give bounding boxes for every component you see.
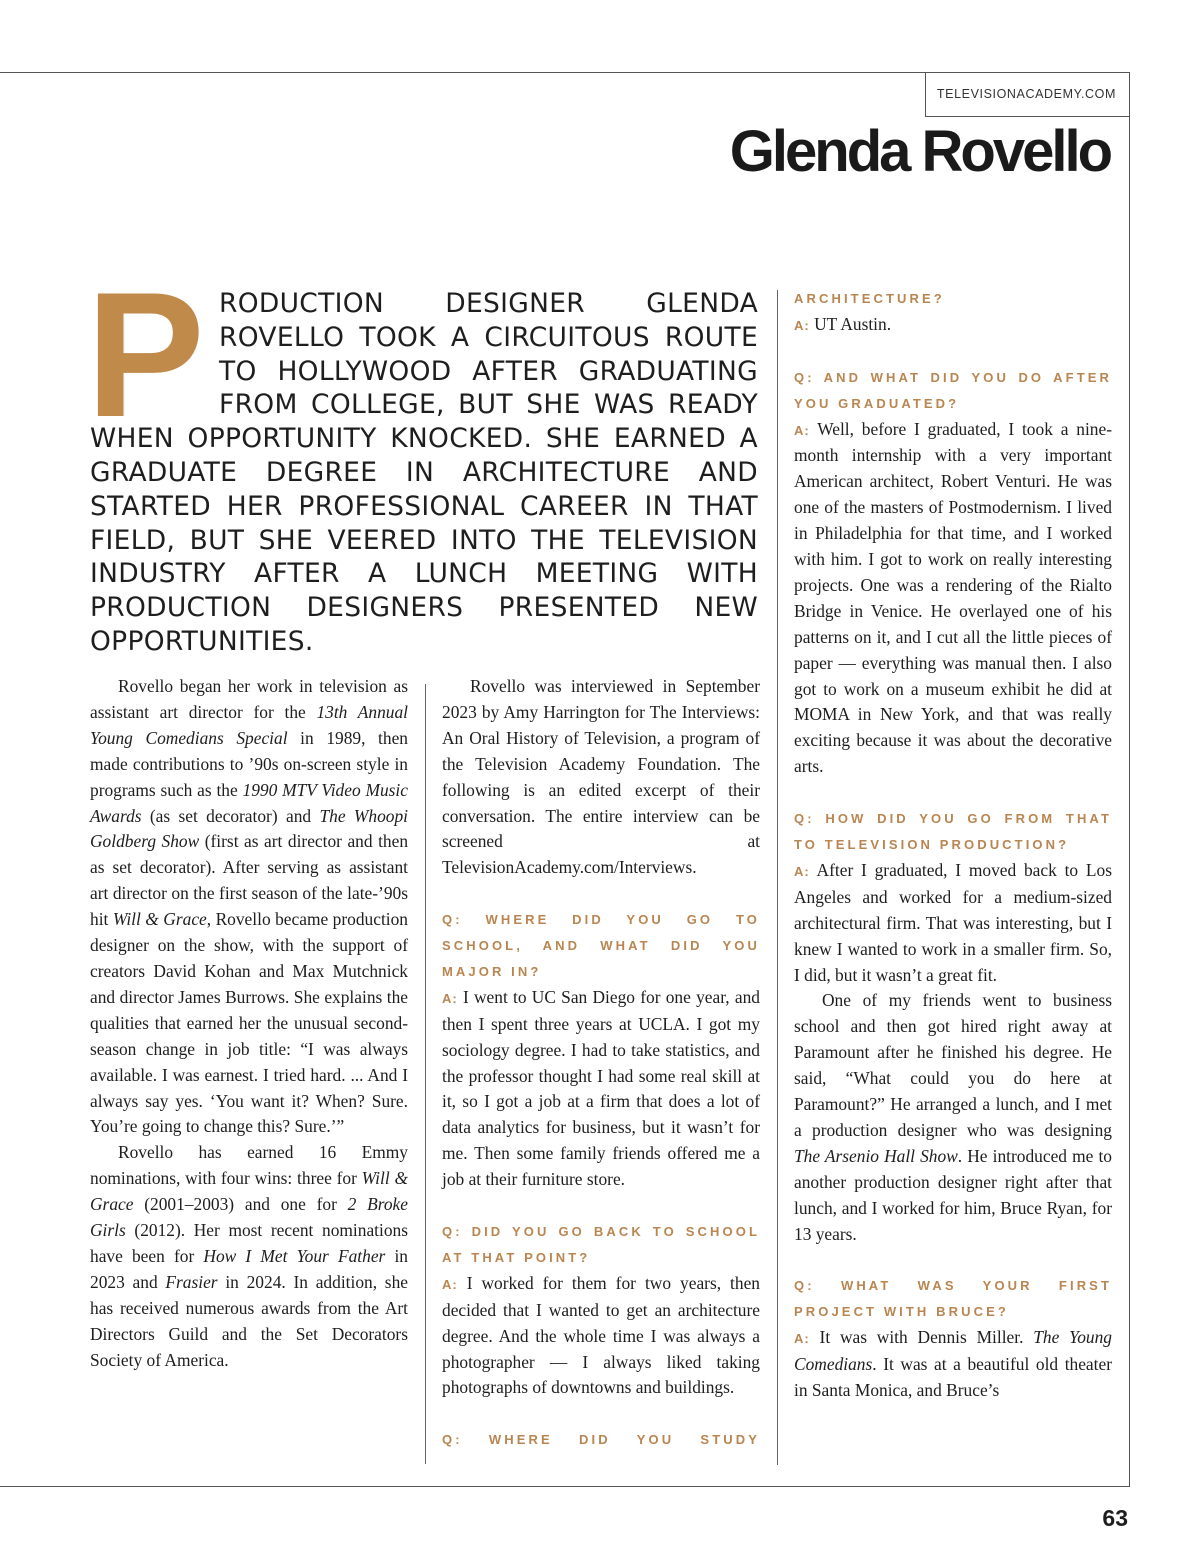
interview-question: Q: AND WHAT DID YOU DO AFTER YOU GRADUATED? xyxy=(794,369,1112,411)
body-paragraph: Rovello was interviewed in September 2023 by Amy Harrington for The Interviews: An Oral History of Television, a program of the Television Academy Foundation. The following is an edited excerpt of their conversation. The entire interview can be screened at TelevisionAcademy.com/Interviews. xyxy=(442,676,760,878)
interview-question: Q: WHERE DID YOU STUDY xyxy=(442,1432,760,1448)
bottom-rule xyxy=(0,1486,1130,1487)
interview-answer: A: After I graduated, I moved back to Los Angeles and worked for a medium-sized architectural firm. That was interesting, but I knew I wanted to work in a smaller firm. So, I did, but it wasn’t a great fit. xyxy=(794,859,1112,985)
italic-title: The Arsenio Hall Show xyxy=(794,1145,958,1166)
interview-answer: A: I went to UC San Diego for one year, and then I spent three years at UCLA. I got my sociology degree. I had to take statistics, and the professor thought I had some real skill at it, so I got a job at a firm that does a lot of data analytics for business, but it wasn’t for me. Then some family friends offered me a job at their furniture store. xyxy=(442,986,760,1190)
interview-question-continued: ARCHITECTURE? xyxy=(794,291,945,306)
interview-answer: A: UT Austin. xyxy=(794,313,892,334)
answer-label: A: xyxy=(794,863,810,879)
page-number: 63 xyxy=(1102,1505,1128,1531)
column-3 xyxy=(794,286,1112,1404)
column-divider xyxy=(777,290,778,1465)
header-underline xyxy=(925,116,1130,117)
intro-text: RODUCTION DESIGNER GLENDA ROVELLO TOOK A CIRCUITOUS ROUTE TO HOLLYWOOD AFTER GRADUATING FROM COLLEGE, BUT SHE WAS READY WHEN OPPORTUNITY KNOCKED. SHE EARNED A GRADUATE DEGREE IN ARCHITECTURE AND STARTED HER PROFESSIONAL CAREER IN THAT FIELD, BUT SHE VEERED INTO THE TELEVISION INDUSTRY AFTER A LUNCH MEETING WITH PRODUCTION DESIGNERS PRESENTED NEW OPPORTUNITIES. xyxy=(90,288,758,657)
header-divider xyxy=(925,72,926,116)
top-rule xyxy=(0,72,1130,73)
column-2 xyxy=(442,674,760,1453)
intro-paragraph xyxy=(86,255,758,659)
body-paragraph: Rovello began her work in television as assistant art director for the 13th Annual Young Comedians Special in 1989, then made contributions to ’90s on-screen style in programs such as the 1990 MTV Video Music Awards (as set decorator) and The Whoopi Goldberg Show (first as art director and then as set decorator). After serving as assistant art director on the first season of the late-’90s hit Will & Grace, Rovello became production designer on the show, with the support of creators David Kohan and Max Mutchnick and director James Burrows. She explains the qualities that earned her the unusual second-season change in job title: “I was always available. I was earnest. I tried hard. ... And I always say yes. ‘You want it? When? Sure. You’re going to change this? Sure.’” xyxy=(90,676,409,1137)
right-rule xyxy=(1129,72,1130,1487)
drop-cap: P xyxy=(86,255,206,454)
answer-label: A: xyxy=(794,422,810,438)
answer-label: A: xyxy=(794,1331,810,1347)
answer-label: A: xyxy=(794,317,810,333)
column-1 xyxy=(90,674,408,1373)
column-divider xyxy=(425,684,426,1464)
interview-question: Q: DID YOU GO BACK TO SCHOOL AT THAT POINT? xyxy=(442,1224,760,1265)
header-site-url: TELEVISIONACADEMY.COM xyxy=(936,87,1116,101)
interview-answer: A: It was with Dennis Miller. The Young Comedians. It was at a beautiful old theater in Santa Monica, and Bruce’s xyxy=(794,1327,1112,1401)
italic-title: 13th Annual Young Comedians Special xyxy=(90,701,409,748)
italic-title: The Young Comedians xyxy=(794,1327,1112,1375)
italic-title: How I Met Your Father xyxy=(203,1245,386,1266)
answer-label: A: xyxy=(442,1276,458,1292)
page-title: Glenda Rovello xyxy=(729,119,1110,184)
italic-title: Will & Grace xyxy=(90,1168,408,1215)
interview-answer: A: I worked for them for two years, then decided that I wanted to get an architecture degree. And the whole time I was always a photographer — I always liked taking photographs of downtowns and buildings. xyxy=(442,1272,760,1398)
italic-title: 1990 MTV Video Music Awards xyxy=(90,779,408,826)
interview-question: Q: WHAT WAS YOUR FIRST PROJECT WITH BRUCE? xyxy=(794,1278,1112,1320)
italic-title: The Whoopi Goldberg Show xyxy=(90,805,408,852)
body-paragraph: One of my friends went to business school and then got hired right away at Paramount after he finished his degree. He said, “What could you do here at Paramount?” He arranged a lunch, and I met a production designer who was designing The Arsenio Hall Show. He introduced me to another production designer right after that lunch, and I worked for him, Bruce Ryan, for 13 years. xyxy=(794,990,1112,1244)
interview-answer: A: Well, before I graduated, I took a nine-month internship with a very important American architect, Robert Venturi. He was one of the masters of Postmodernism. I lived in Philadelphia for that time, and I worked with him. I got to work on really interesting projects. One was a rendering of the Rialto Bridge in Venice. He overlayed one of his patterns on it, and I cut all the little pieces of paper — everything was manual then. I also got to work on a museum exhibit he did at MOMA in New York, and that was really exciting because it was about the decorative arts. xyxy=(794,418,1112,777)
interview-question: Q: HOW DID YOU GO FROM THAT TO TELEVISION PRODUCTION? xyxy=(794,811,1112,852)
answer-label: A: xyxy=(442,990,458,1006)
interview-question: Q: WHERE DID YOU GO TO SCHOOL, AND WHAT DID YOU MAJOR IN? xyxy=(442,912,760,979)
body-paragraph: Rovello has earned 16 Emmy nominations, with four wins: three for Will & Grace (2001–2003) and one for 2 Broke Girls (2012). Her most recent nominations have been for How I Met Your Father in 2023 and Frasier in 2024. In addition, she has received numerous awards from the Art Directors Guild and the Set Decorators Society of America. xyxy=(90,1142,408,1370)
italic-title: Will & Grace xyxy=(112,909,207,930)
italic-title: Frasier xyxy=(165,1271,218,1292)
italic-title: 2 Broke Girls xyxy=(90,1194,408,1241)
